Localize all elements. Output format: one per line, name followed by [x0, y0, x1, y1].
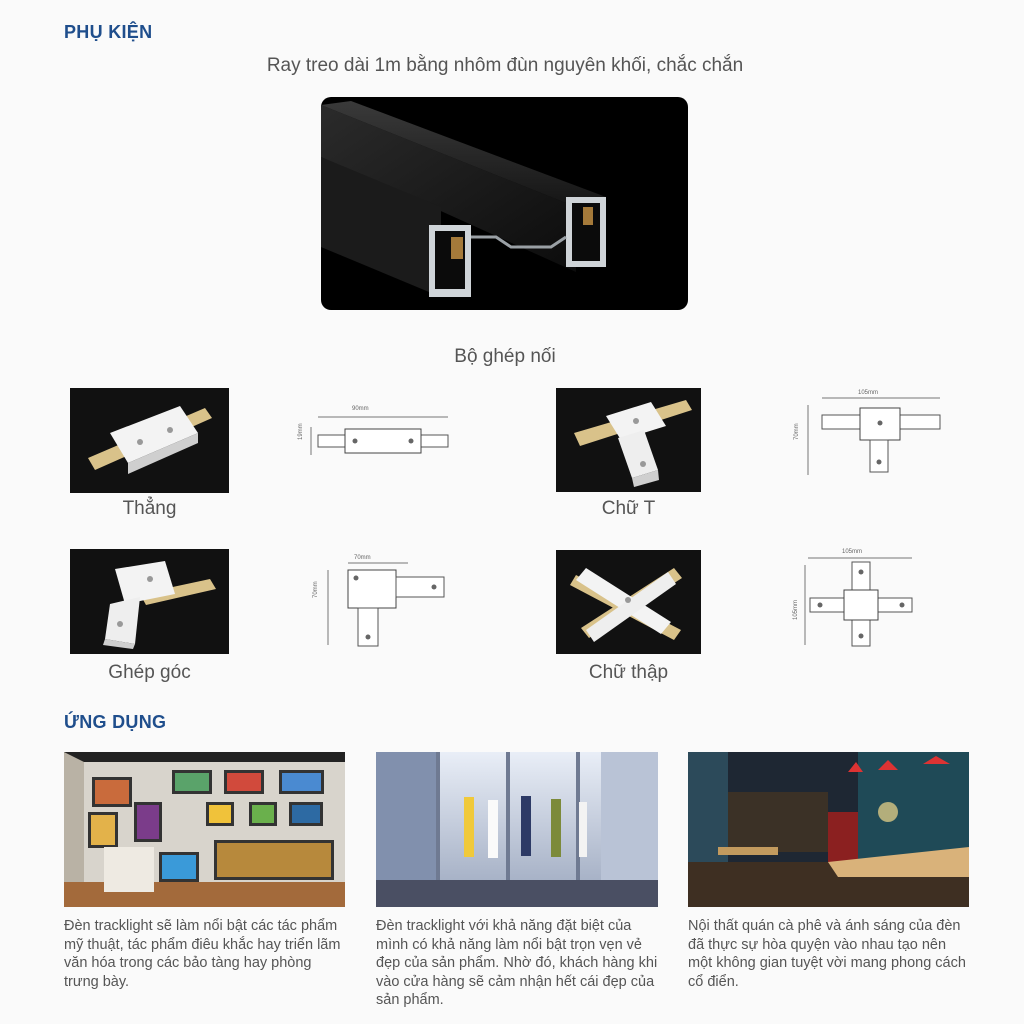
connectors-title: Bộ ghép nối: [454, 346, 556, 367]
applications-title: ỨNG DỤNG: [64, 712, 167, 732]
straight-connector-label: Thẳng: [122, 498, 177, 519]
corner-connector-label: Ghép góc: [108, 662, 191, 683]
corner-dim-width: 70mm: [354, 555, 371, 561]
t-connector-diagram: [800, 390, 950, 480]
cafe-photo: [688, 752, 969, 907]
t-dim-height: 70mm: [794, 423, 800, 440]
cross-connector-photo: [556, 550, 701, 654]
gallery-description: Đèn tracklight sẽ làm nổi bật các tác phẩm mỹ thuật, tác phẩm điêu khắc hay triển lãm văn hóa trong các bảo tàng hay phòng trưng bày.: [64, 918, 341, 990]
cross-connector-diagram: [800, 550, 930, 650]
cross-connector-label: Chữ thập: [588, 662, 669, 683]
cross-dim-width: 105mm: [842, 549, 863, 555]
cafe-description: Nội thất quán cà phê và ánh sáng của đèn đã thực sự hòa quyện vào nhau tạo nên một không gian tuyệt vời mang phong cách cổ điển.: [688, 918, 966, 990]
straight-connector-photo: [70, 388, 229, 493]
corner-dim-height: 70mm: [313, 581, 319, 598]
accessories-title: PHỤ KIỆN: [64, 22, 153, 42]
straight-connector-diagram: [303, 405, 463, 460]
t-dim-width: 105mm: [858, 390, 879, 396]
rail-caption: Ray treo dài 1m bằng nhôm đùn nguyên khối, chắc chắn: [266, 55, 744, 76]
corner-connector-photo: [70, 549, 229, 654]
straight-dim-height: 19mm: [298, 423, 304, 440]
t-connector-photo: [556, 388, 701, 492]
straight-dim-width: 90mm: [352, 406, 369, 412]
corner-connector-diagram: [318, 555, 453, 650]
cross-dim-height: 105mm: [793, 599, 799, 620]
gallery-photo: [64, 752, 345, 907]
t-connector-label: Chữ T: [601, 498, 656, 519]
rail-photo: [321, 97, 688, 310]
shop-description: Đèn tracklight với khả năng đặt biệt của mình có khả năng làm nổi bật trọn vẹn vẻ đẹp của sản phẩm. Nhờ đó, khách hàng khi vào cửa hàng sẽ cảm nhận hết cái đẹp của sản phẩm.: [376, 918, 658, 1008]
shop-window-photo: [376, 752, 658, 907]
